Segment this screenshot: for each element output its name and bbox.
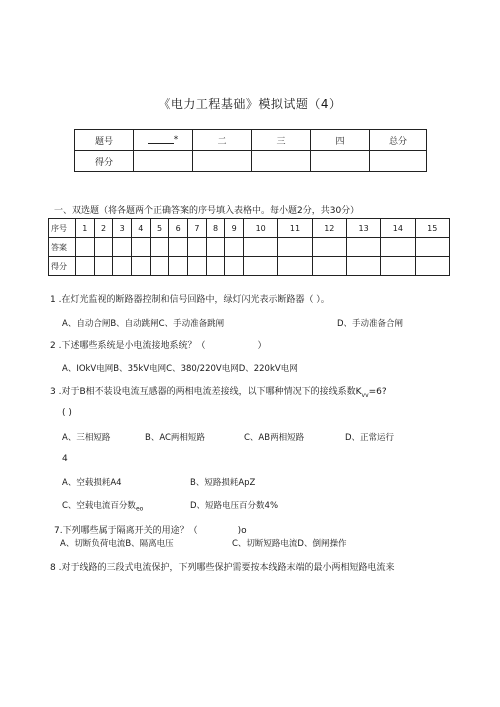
answer-score-cell[interactable] xyxy=(346,257,380,276)
answer-cell[interactable] xyxy=(150,238,169,257)
question-3-option-a: A、三相短路 xyxy=(62,433,111,443)
score-header-cell: 总分 xyxy=(370,130,427,151)
answer-col-number: 15 xyxy=(415,219,449,238)
answer-cell[interactable] xyxy=(206,238,225,257)
answer-row xyxy=(49,238,450,257)
answer-col-number: 9 xyxy=(225,219,244,238)
answer-cell[interactable] xyxy=(346,238,380,257)
answer-cell[interactable] xyxy=(312,238,346,257)
blank-dash xyxy=(148,136,174,144)
answer-cell[interactable] xyxy=(132,238,151,257)
answer-score-cell[interactable] xyxy=(132,257,151,276)
answer-score-cell[interactable] xyxy=(188,257,207,276)
score-cell[interactable] xyxy=(134,151,193,172)
score-row-label: 得分 xyxy=(75,151,134,172)
question-7-options-ab: A、切断负荷电流B、隔离电压 xyxy=(60,539,174,549)
answer-col-number: 7 xyxy=(188,219,207,238)
answer-row-label: 序号 xyxy=(49,219,76,238)
answer-row-label: 得分 xyxy=(49,257,76,276)
answer-cell[interactable] xyxy=(244,238,278,257)
question-7-options-cd: C、切断短路电流D、倒闸操作 xyxy=(232,539,347,549)
answer-col-number: 11 xyxy=(278,219,312,238)
answer-cell[interactable] xyxy=(113,238,132,257)
score-header-cell: 二 xyxy=(193,130,252,151)
question-2-options: A、IOkV电网B、35kV电网C、380/220V电网D、220kV电网 xyxy=(62,364,298,374)
answer-cell[interactable] xyxy=(94,238,113,257)
answer-score-cell[interactable] xyxy=(312,257,346,276)
question-3-answer-paren: ( ) xyxy=(62,408,72,418)
answer-col-number: 5 xyxy=(150,219,169,238)
answer-cell[interactable] xyxy=(169,238,188,257)
answer-table xyxy=(48,218,450,276)
answer-number-row xyxy=(49,219,450,238)
answer-col-number: 2 xyxy=(94,219,113,238)
question-7-text: 7.下列哪些属于隔离开关的用途？（ )o xyxy=(54,526,247,536)
question-4-option-a: A、空载损耗A4 xyxy=(62,478,122,488)
answer-cell[interactable] xyxy=(381,238,415,257)
score-header-cell: 题号 xyxy=(75,130,134,151)
answer-col-number: 3 xyxy=(113,219,132,238)
question-4-option-d: D、短路电压百分数4% xyxy=(190,501,279,511)
score-table-header-row xyxy=(75,130,427,151)
answer-cell[interactable] xyxy=(415,238,449,257)
answer-cell[interactable] xyxy=(188,238,207,257)
score-header-cell: 四 xyxy=(311,130,370,151)
answer-score-cell[interactable] xyxy=(169,257,188,276)
score-table xyxy=(74,129,427,172)
answer-score-row xyxy=(49,257,450,276)
page-title: 《电力工程基础》模拟试题（4） xyxy=(158,97,342,111)
answer-score-cell[interactable] xyxy=(94,257,113,276)
answer-col-number: 1 xyxy=(76,219,95,238)
question-4-option-b: B、短路损耗ApZ xyxy=(190,478,256,488)
score-cell[interactable] xyxy=(311,151,370,172)
question-4-option-c: C、空载电流百分数$_{eo}$ xyxy=(62,501,144,513)
answer-score-cell[interactable] xyxy=(415,257,449,276)
question-1-option-d: D、手动准备合闸 xyxy=(337,319,404,329)
answer-col-number: 14 xyxy=(381,219,415,238)
answer-score-cell[interactable] xyxy=(150,257,169,276)
score-cell[interactable] xyxy=(193,151,252,172)
section1-heading: 一、双选题（将各题两个正确答案的序号填入表格中。每小题2分，共30分） xyxy=(54,206,360,216)
answer-col-number: 4 xyxy=(132,219,151,238)
question-3-option-d: D、正常运行 xyxy=(345,433,395,443)
answer-score-cell[interactable] xyxy=(381,257,415,276)
score-table-score-row xyxy=(75,151,427,172)
answer-score-cell[interactable] xyxy=(278,257,312,276)
answer-row-label: 答案 xyxy=(49,238,76,257)
answer-cell[interactable] xyxy=(278,238,312,257)
answer-score-cell[interactable] xyxy=(225,257,244,276)
answer-col-number: 8 xyxy=(206,219,225,238)
score-cell[interactable] xyxy=(370,151,427,172)
question-8-text: 8 .对于线路的三段式电流保护，下列哪些保护需要按本线路末端的最小两相短路电流来 xyxy=(50,563,395,573)
answer-cell[interactable] xyxy=(225,238,244,257)
question-3-option-b: B、AC两相短路 xyxy=(145,433,205,443)
score-header-cell: * xyxy=(134,130,193,151)
question-1-text: 1 .在灯光监视的断路器控制和信号回路中，绿灯闪光表示断路器（ ）。 xyxy=(50,295,330,305)
answer-score-cell[interactable] xyxy=(206,257,225,276)
answer-score-cell[interactable] xyxy=(244,257,278,276)
answer-cell[interactable] xyxy=(76,238,95,257)
answer-score-cell[interactable] xyxy=(113,257,132,276)
score-cell[interactable] xyxy=(252,151,311,172)
question-2-text: 2 .下述哪些系统是小电流接地系统？（ ） xyxy=(50,341,267,351)
answer-col-number: 12 xyxy=(312,219,346,238)
question-3-option-c: C、AB两相短路 xyxy=(244,433,305,443)
question-4-number: 4 xyxy=(62,454,68,464)
answer-col-number: 10 xyxy=(244,219,278,238)
question-3-text: 3 .对于B相不装设电流互感器的两相电流差接线，以下哪种情况下的接线系数$K_{vv}=6$? xyxy=(50,387,387,399)
answer-col-number: 13 xyxy=(346,219,380,238)
question-1-options-abc: A、自动合闸B、自动跳闸C、手动准备跳闸 xyxy=(62,319,225,329)
score-header-cell: 三 xyxy=(252,130,311,151)
answer-score-cell[interactable] xyxy=(76,257,95,276)
answer-col-number: 6 xyxy=(169,219,188,238)
